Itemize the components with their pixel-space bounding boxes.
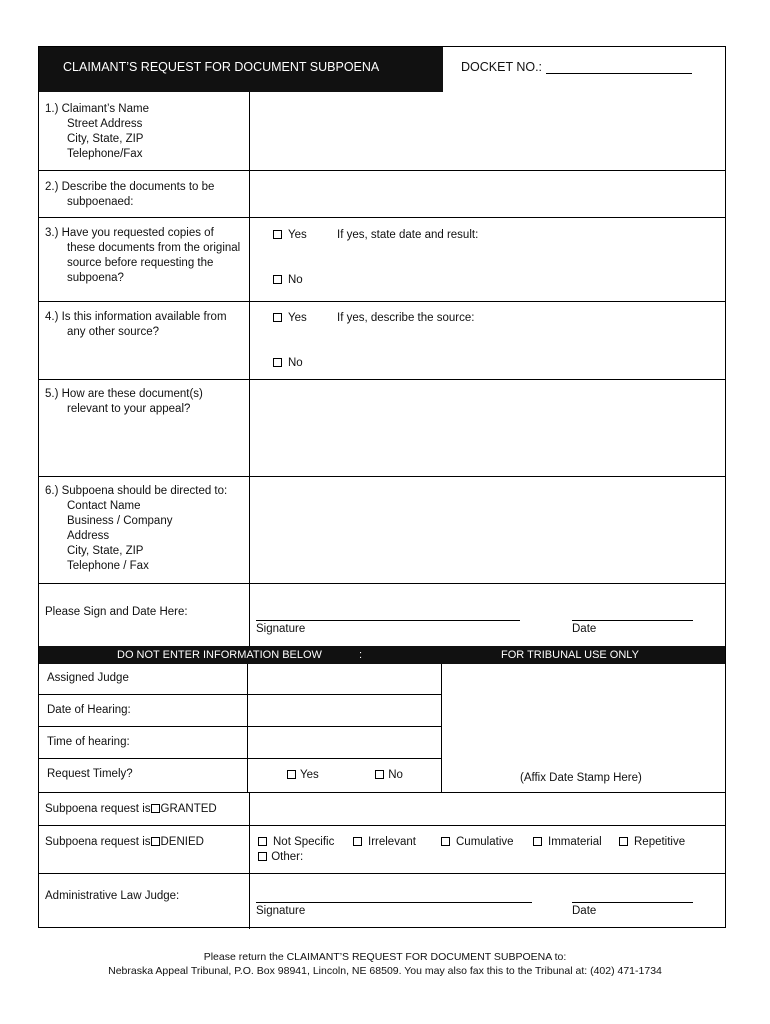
q6-label: 6.) Subpoena should be directed to: — [45, 485, 228, 497]
bar-left-text: DO NOT ENTER INFORMATION BELOW — [117, 649, 322, 661]
denied-option[interactable] — [45, 835, 204, 849]
docket-field[interactable] — [443, 47, 725, 92]
q2-label: 2.) Describe the documents to be — [45, 181, 215, 193]
reason-immaterial[interactable] — [533, 835, 602, 849]
assigned-judge-label: Assigned Judge — [47, 672, 129, 684]
footer-line-2: Nebraska Appeal Tribunal, P.O. Box 98941, Lincoln, NE 68509. You may also fax this to the Tribunal at: (402) 471-1734 — [108, 965, 662, 977]
recipient-field[interactable] — [250, 477, 725, 583]
q6-line: City, State, ZIP — [67, 545, 144, 557]
assigned-judge-field[interactable] — [248, 665, 441, 694]
reason-checkbox[interactable] — [619, 837, 628, 846]
q4-no-checkbox[interactable] — [273, 358, 282, 367]
q3-label: 3.) Have you requested copies of — [45, 227, 214, 239]
reason-label: Repetitive — [634, 836, 686, 848]
granted-option[interactable] — [45, 802, 217, 816]
denied-prefix: Subpoena request is — [45, 836, 151, 848]
row-divider — [39, 758, 442, 759]
tribunal-use-bar — [39, 646, 725, 664]
question-subpoena-recipient — [45, 484, 255, 574]
granted-prefix: Subpoena request is — [45, 803, 151, 815]
q3-yes-checkbox[interactable] — [273, 230, 282, 239]
reason-checkbox[interactable] — [353, 837, 362, 846]
docket-label: DOCKET NO.: — [461, 60, 543, 74]
q4-yes-label: Yes — [288, 312, 307, 324]
q3-no-option[interactable] — [273, 273, 303, 287]
question-requested-copies — [45, 226, 255, 286]
q3-no-label: No — [288, 274, 303, 286]
sign-prompt: Please Sign and Date Here: — [45, 606, 188, 618]
signature-label: Signature — [256, 623, 306, 635]
q5-line: relevant to your appeal? — [67, 403, 191, 415]
reason-label: Not Specific — [273, 836, 335, 848]
bar-right-text: FOR TRIBUNAL USE ONLY — [501, 649, 639, 661]
reason-label: Other: — [271, 851, 304, 863]
date-line[interactable] — [572, 620, 693, 621]
documents-field[interactable] — [250, 171, 725, 217]
date-of-hearing-label: Date of Hearing: — [47, 704, 131, 716]
signature-line[interactable] — [256, 620, 520, 621]
alj-date-line[interactable] — [572, 902, 693, 903]
alj-signature-line[interactable] — [256, 902, 532, 903]
granted-label: GRANTED — [160, 803, 217, 815]
request-timely-label: Request Timely? — [47, 768, 133, 780]
q2-line: subpoenaed: — [67, 196, 134, 208]
docket-number-line[interactable] — [546, 62, 692, 74]
reason-other[interactable] — [258, 850, 303, 864]
q1-label: 1.) Claimant’s Name — [45, 103, 149, 115]
q1-line: Street Address — [67, 118, 143, 130]
q3-yes-label: Yes — [288, 229, 307, 241]
q6-line: Address — [67, 530, 110, 542]
reason-checkbox[interactable] — [441, 837, 450, 846]
q3-no-checkbox[interactable] — [273, 275, 282, 284]
q3-line: these documents from the original — [67, 242, 241, 254]
alj-label: Administrative Law Judge: — [45, 890, 180, 902]
q6-line: Telephone / Fax — [67, 560, 149, 572]
subpoena-request-form — [38, 46, 726, 928]
time-of-hearing-field[interactable] — [248, 727, 441, 758]
footer-line-1: Please return the CLAIMANT’S REQUEST FOR DOCUMENT SUBPOENA to: — [203, 951, 567, 963]
question-claimant-info — [45, 102, 255, 162]
row-divider — [39, 873, 725, 874]
alj-date-label: Date — [572, 905, 597, 917]
row-divider — [39, 301, 725, 302]
reason-label: Cumulative — [456, 836, 514, 848]
q1-line: Telephone/Fax — [67, 148, 143, 160]
row-divider — [39, 825, 725, 826]
reason-label: Irrelevant — [368, 836, 416, 848]
denied-checkbox[interactable] — [151, 837, 160, 846]
row-divider — [39, 217, 725, 218]
q3-line: subpoena? — [67, 272, 124, 284]
reason-repetitive[interactable] — [619, 835, 685, 849]
date-of-hearing-field[interactable] — [248, 695, 441, 726]
q4-note: If yes, describe the source: — [337, 312, 475, 324]
q4-line: any other source? — [67, 326, 160, 338]
reason-checkbox[interactable] — [533, 837, 542, 846]
q3-yes-option[interactable] — [273, 228, 307, 242]
timely-yes-checkbox[interactable] — [287, 770, 296, 779]
question-other-source — [45, 310, 255, 340]
q3-line: source before requesting the — [67, 257, 214, 269]
relevance-field[interactable] — [250, 380, 725, 476]
timely-no-checkbox[interactable] — [375, 770, 384, 779]
q4-yes-option[interactable] — [273, 311, 307, 325]
q4-no-option[interactable] — [273, 356, 303, 370]
return-instructions — [0, 950, 770, 978]
q1-line: City, State, ZIP — [67, 133, 144, 145]
q5-label: 5.) How are these document(s) — [45, 388, 203, 400]
reason-irrelevant[interactable] — [353, 835, 416, 849]
time-of-hearing-label: Time of hearing: — [47, 736, 130, 748]
timely-no-option[interactable] — [375, 768, 403, 782]
form-header — [39, 47, 725, 92]
question-documents — [45, 180, 255, 210]
date-stamp-label: (Affix Date Stamp Here) — [520, 772, 642, 784]
alj-signature-label: Signature — [256, 905, 306, 917]
bar-colon: : — [359, 649, 363, 661]
q4-label: 4.) Is this information available from — [45, 311, 227, 323]
reason-not-specific[interactable] — [258, 835, 334, 849]
granted-notes-field[interactable] — [250, 793, 725, 825]
reason-label: Immaterial — [548, 836, 602, 848]
row-divider — [39, 583, 725, 584]
q3-note: If yes, state date and result: — [337, 229, 479, 241]
q4-no-label: No — [288, 357, 303, 369]
q6-line: Business / Company — [67, 515, 173, 527]
q6-line: Contact Name — [67, 500, 141, 512]
timely-yes-label: Yes — [300, 769, 319, 781]
date-label: Date — [572, 623, 597, 635]
denied-label: DENIED — [160, 836, 204, 848]
granted-checkbox[interactable] — [151, 804, 160, 813]
reason-cumulative[interactable] — [441, 835, 514, 849]
timely-yes-option[interactable] — [287, 768, 319, 782]
question-relevance — [45, 387, 255, 417]
claimant-info-field[interactable] — [250, 93, 725, 170]
form-title: CLAIMANT’S REQUEST FOR DOCUMENT SUBPOENA — [39, 47, 443, 92]
q4-yes-checkbox[interactable] — [273, 313, 282, 322]
reason-checkbox[interactable] — [258, 852, 267, 861]
reason-checkbox[interactable] — [258, 837, 267, 846]
timely-no-label: No — [388, 769, 403, 781]
